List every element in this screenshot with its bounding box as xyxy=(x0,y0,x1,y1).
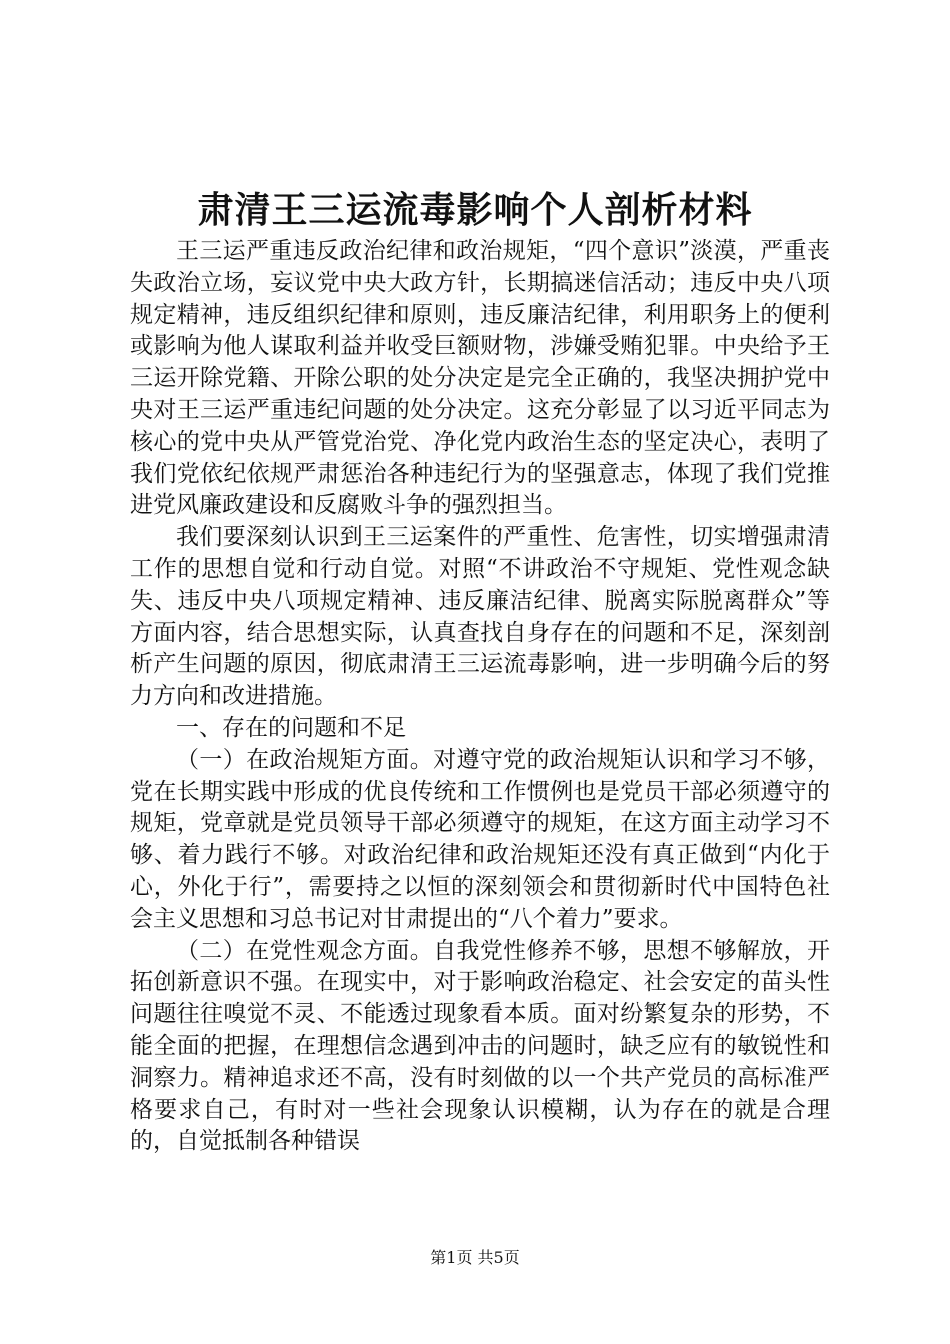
paragraph-party-spirit: （二）在党性观念方面。自我党性修养不够，思想不够解放，开拓创新意识不强。在现实中，对于影响政治稳定、社会安定的苗头性问题往往嗅觉不灵、不能透过现象看本质。面对纷繁复杂的形势，不能全面的把握，在理想信念遇到冲击的问题时，缺乏应有的敏锐性和洞察力。精神追求还不高，没有时刻做的以一个共产党员的高标准严格要求自己，有时对一些社会现象认识模糊，认为存在的就是合理的，自觉抵制各种错误 xyxy=(130,937,830,1155)
paragraph-self-reflection: 我们要深刻认识到王三运案件的严重性、危害性，切实增强肃清工作的思想自觉和行动自觉。对照“不讲政治不守规矩、党性观念缺失、违反中央八项规定精神、违反廉洁纪律、脱离实际脱离群众”等方面内容，结合思想实际，认真查找自身存在的问题和不足，深刻剖析产生问题的原因，彻底肃清王三运流毒影响，进一步明确今后的努力方向和改进措施。 xyxy=(130,524,830,710)
document-title: 肃清王三运流毒影响个人剖析材料 xyxy=(197,189,753,231)
paragraph-political-rules: （一）在政治规矩方面。对遵守党的政治规矩认识和学习不够，党在长期实践中形成的优良传统和工作惯例也是党员干部必须遵守的规矩，党章就是党员领导干部必须遵守的规矩，在这方面主动学习不够、着力践行不够。对政治纪律和政治规矩还没有真正做到“内化于心，外化于行”，需要持之以恒的深刻领会和贯彻新时代中国特色社会主义思想和习总书记对甘肃提出的“八个着力”要求。 xyxy=(130,746,830,932)
paragraph-condemnation: 王三运严重违反政治纪律和政治规矩，“四个意识”淡漠，严重丧失政治立场，妄议党中央大政方针，长期搞迷信活动；违反中央八项规定精神，违反组织纪律和原则，违反廉洁纪律，利用职务上的便利或影响为他人谋取利益并收受巨额财物，涉嫌受贿犯罪。中央给予王三运开除党籍、开除公职的处分决定是完全正确的，我坚决拥护党中央对王三运严重违纪问题的处分决定。这充分彰显了以习近平同志为核心的党中央从严管党治党、净化党内政治生态的坚定决心，表明了我们党依纪依规严肃惩治各种违纪行为的坚强意志，体现了我们党推进党风廉政建设和反腐败斗争的强烈担当。 xyxy=(130,238,830,519)
section-heading-problems: 一、存在的问题和不足 xyxy=(176,714,406,741)
page-number-footer: 第1页 共5页 xyxy=(430,1248,520,1267)
document-body xyxy=(130,236,830,1158)
